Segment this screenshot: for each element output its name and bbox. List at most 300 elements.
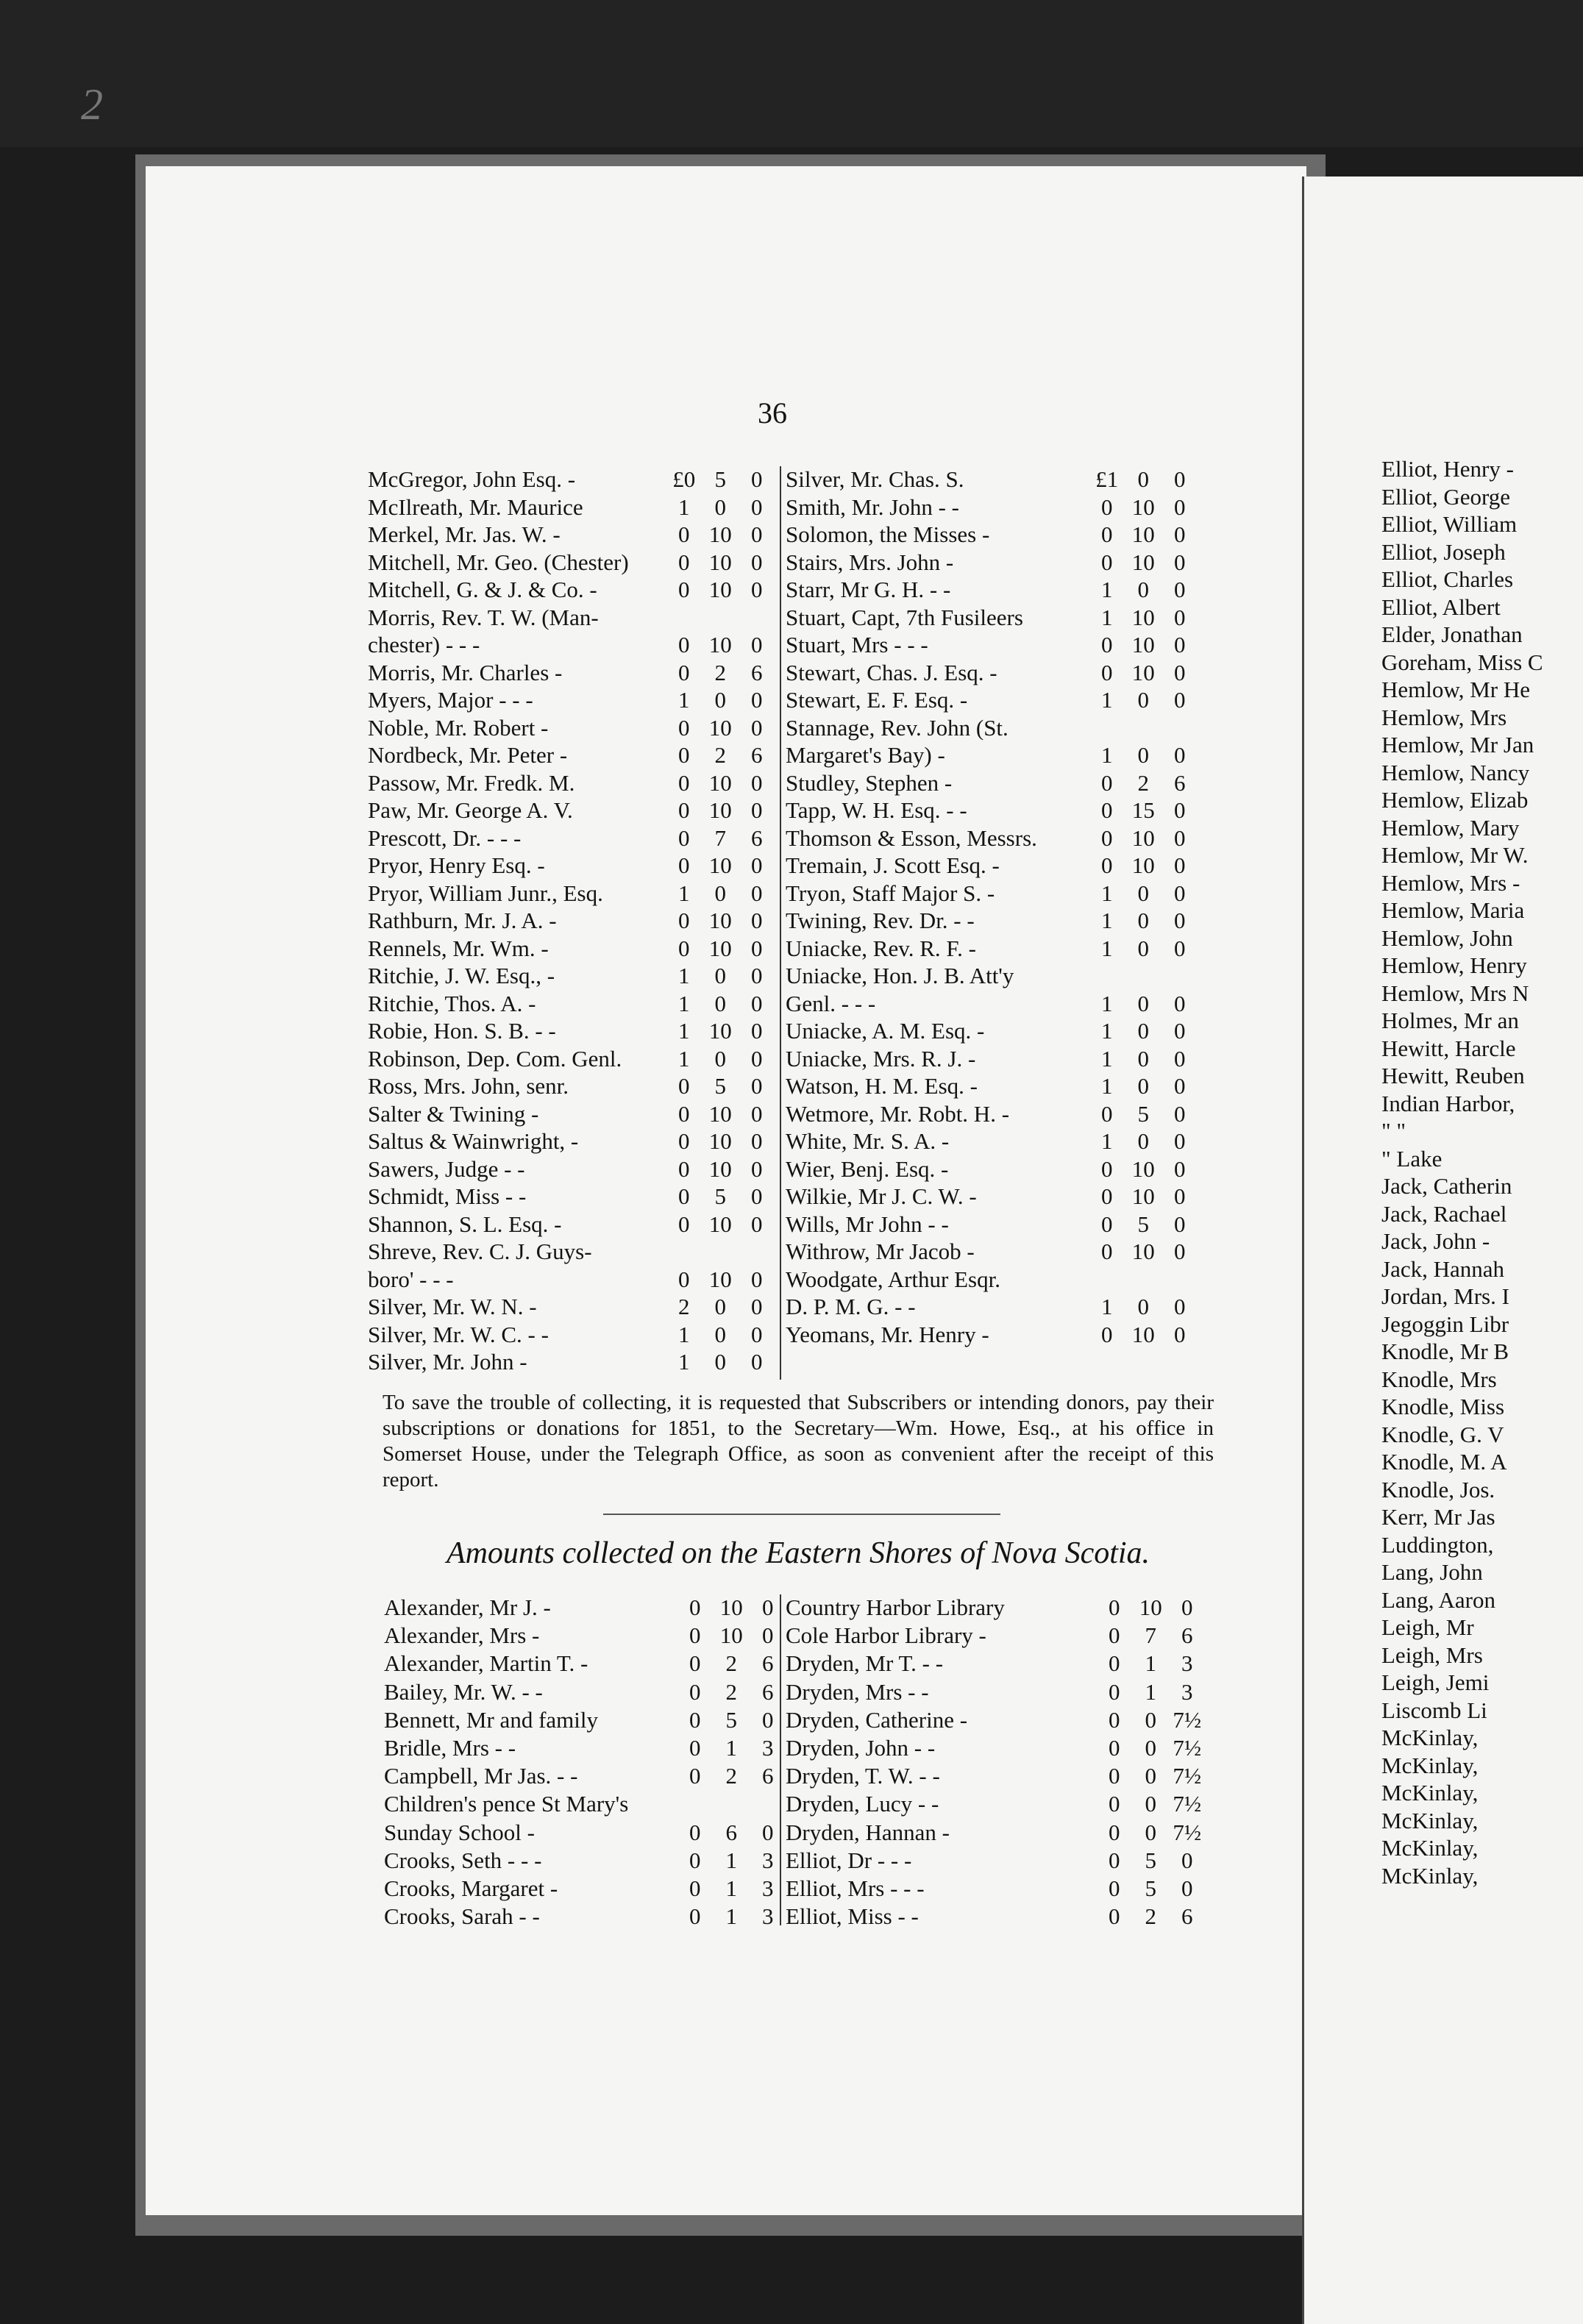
shillings: 0: [1137, 880, 1149, 906]
pounds: 0: [689, 1650, 701, 1677]
entry-name: Twining, Rev. Dr. - -: [786, 908, 975, 933]
next-page-entry: McKinlay,: [1381, 1862, 1479, 1889]
pence: 0: [751, 880, 763, 906]
next-page-entry: Kerr, Mr Jas: [1381, 1504, 1495, 1530]
pounds: 1: [1101, 935, 1113, 961]
pounds: 0: [1109, 1735, 1120, 1761]
pence: 0: [1174, 632, 1186, 657]
pence: 0: [751, 1155, 763, 1182]
pence: 0: [1174, 577, 1186, 602]
next-page-entry: " ": [1381, 1118, 1406, 1144]
entry-amount: [666, 1073, 776, 1099]
entry-name: Solomon, the Misses -: [786, 521, 990, 547]
entry-amount: [1089, 825, 1199, 852]
entry-name: Elliot, Dr - - -: [786, 1847, 912, 1873]
shillings: 5: [714, 1183, 726, 1209]
entry-name: Mitchell, Mr. Geo. (Chester): [368, 549, 629, 575]
next-page-entry: Leigh, Jemi: [1381, 1669, 1490, 1695]
pence: 0: [762, 1706, 774, 1733]
pounds: 1: [1101, 742, 1113, 768]
entry-name: Pryor, William Junr., Esq.: [368, 880, 603, 906]
pounds: 0: [678, 769, 690, 796]
pounds: 0: [1109, 1819, 1120, 1845]
pence: 0: [751, 990, 763, 1016]
pounds: 0: [689, 1763, 701, 1789]
pence: 0: [1174, 824, 1186, 851]
pounds: 1: [678, 1045, 690, 1072]
entry-name: Schmidt, Miss - -: [368, 1183, 527, 1209]
entry-name: Noble, Mr. Robert -: [368, 714, 549, 741]
shillings: 5: [1145, 1847, 1156, 1873]
pence: 0: [751, 1045, 763, 1072]
entry-amount: [1089, 742, 1199, 769]
pence: 0: [751, 1100, 763, 1127]
entry-name: Withrow, Mr Jacob -: [786, 1238, 975, 1264]
next-page-entry: Elder, Jonathan: [1381, 621, 1523, 647]
pence: 6: [751, 659, 763, 685]
pounds: 0: [678, 797, 690, 823]
entry-amount: [1096, 1819, 1206, 1846]
pounds: 0: [1101, 797, 1113, 823]
shillings: 0: [1145, 1819, 1156, 1845]
pence: 0: [751, 935, 763, 961]
next-page-entry: Goreham, Miss C: [1381, 649, 1543, 675]
entry-amount: [1089, 935, 1199, 962]
next-page-entry: Knodle, G. V: [1381, 1421, 1504, 1447]
next-page-entry: Knodle, Jos.: [1381, 1476, 1495, 1503]
entry-amount: [677, 1847, 787, 1874]
entry-name: D. P. M. G. - -: [786, 1294, 916, 1319]
pence: 0: [751, 1073, 763, 1099]
pounds: 1: [1101, 990, 1113, 1016]
pounds: 0: [678, 908, 690, 933]
shillings: 0: [1137, 990, 1149, 1016]
pounds: 1: [1101, 1018, 1113, 1044]
pounds: 0: [678, 742, 690, 768]
pounds: 0: [1101, 1183, 1113, 1209]
entry-name: Bennett, Mr and family: [384, 1706, 598, 1733]
pence: 0: [1181, 1594, 1193, 1620]
pounds: 1: [678, 687, 690, 713]
shillings: 0: [1137, 1294, 1149, 1319]
pence: 0: [751, 1266, 763, 1292]
entry-amount: [666, 549, 776, 576]
pence: 3: [762, 1875, 774, 1901]
pounds: 0: [678, 521, 690, 547]
pounds: 0: [1101, 1100, 1113, 1127]
shillings: 10: [1131, 549, 1155, 575]
pence: 0: [751, 1018, 763, 1044]
entry-amount: [666, 1183, 776, 1210]
next-page-entry: Luddington,: [1381, 1531, 1494, 1558]
pounds: 0: [689, 1735, 701, 1761]
entry-amount: [1089, 1128, 1199, 1155]
entry-name: Rennels, Mr. Wm. -: [368, 935, 549, 961]
page-number: 36: [758, 396, 787, 429]
entry-amount: [1089, 1018, 1199, 1044]
pence: 6: [751, 824, 763, 851]
entry-name: Sunday School -: [384, 1819, 535, 1845]
entry-name: Dryden, Mr T. - -: [786, 1650, 944, 1677]
entry-name: White, Mr. S. A. -: [786, 1128, 950, 1154]
entry-name: Saltus & Wainwright, -: [368, 1128, 579, 1154]
entry-amount: [666, 742, 776, 769]
pence: 0: [751, 577, 763, 602]
entry-amount: [1089, 1073, 1199, 1099]
entry-amount: [666, 1128, 776, 1155]
pounds: 2: [678, 1294, 690, 1319]
entry-name: chester) - - -: [368, 632, 480, 657]
shillings: 6: [725, 1819, 737, 1845]
entry-amount: [666, 935, 776, 962]
shillings: 10: [1139, 1594, 1162, 1620]
pence: 0: [751, 1321, 763, 1347]
pence: 0: [1174, 742, 1186, 768]
pence: 6: [751, 742, 763, 768]
entry-amount: [1096, 1903, 1206, 1930]
entry-name: Dryden, Lucy - -: [786, 1791, 939, 1817]
pounds: 0: [678, 852, 690, 878]
entry-name: Stewart, E. F. Esq. -: [786, 687, 968, 713]
pence: 0: [1174, 1045, 1186, 1072]
entry-name: boro' - - -: [368, 1266, 454, 1292]
entry-amount: [1096, 1622, 1206, 1649]
shillings: 10: [708, 714, 732, 741]
pounds: 0: [1109, 1650, 1120, 1677]
next-page-entry: Jegoggin Libr: [1381, 1311, 1509, 1337]
entry-amount: [666, 494, 776, 521]
shillings: 0: [714, 880, 726, 906]
entry-amount: [677, 1707, 787, 1733]
entry-amount: [1096, 1707, 1206, 1733]
entry-name: Tremain, J. Scott Esq. -: [786, 852, 1000, 878]
entry-amount: [666, 605, 776, 631]
pounds: 0: [1109, 1875, 1120, 1901]
pence: 6: [1181, 1903, 1193, 1930]
entry-name: Starr, Mr G. H. - -: [786, 577, 951, 602]
entry-name: Crooks, Margaret -: [384, 1875, 558, 1901]
shillings: 7: [1145, 1622, 1156, 1649]
next-page-entry: McKinlay,: [1381, 1835, 1479, 1861]
shillings: 0: [1137, 742, 1149, 768]
pounds: 0: [1101, 852, 1113, 878]
pence: 0: [1174, 549, 1186, 575]
next-page-entry: Lang, Aaron: [1381, 1586, 1495, 1613]
shillings: 15: [1131, 797, 1155, 823]
pence: 0: [1174, 990, 1186, 1016]
pounds: 1: [678, 963, 690, 988]
shillings: 0: [1137, 935, 1149, 961]
entry-name: Mitchell, G. & J. & Co. -: [368, 577, 597, 602]
entry-amount: [677, 1735, 787, 1761]
entry-name: Smith, Mr. John - -: [786, 493, 959, 520]
shillings: 1: [1145, 1678, 1156, 1705]
entry-name: Paw, Mr. George A. V.: [368, 797, 573, 823]
entry-amount: [666, 1101, 776, 1127]
next-page-entry: Holmes, Mr an: [1381, 1008, 1519, 1033]
next-page-entry: Hemlow, Mrs N: [1381, 980, 1529, 1006]
shillings: 5: [714, 1073, 726, 1099]
pounds: 0: [689, 1622, 701, 1649]
pence: 0: [1174, 687, 1186, 713]
next-page-entry: Hemlow, John: [1381, 924, 1513, 951]
entry-amount: [666, 1294, 776, 1320]
pence: 0: [751, 797, 763, 823]
pounds: 0: [1101, 824, 1113, 851]
next-page-entry: Jack, Catherin: [1381, 1173, 1512, 1199]
entry-name: Alexander, Martin T. -: [384, 1650, 588, 1677]
next-page-entry: Elliot, Henry -: [1381, 456, 1514, 482]
shillings: 0: [1145, 1706, 1156, 1733]
entry-amount: [666, 1349, 776, 1375]
next-page-entry: Hewitt, Harcle: [1381, 1035, 1516, 1061]
entry-amount: [1089, 852, 1199, 879]
entry-amount: [666, 770, 776, 796]
next-page-entry: Knodle, Miss: [1381, 1394, 1505, 1419]
pence: 0: [1174, 797, 1186, 823]
shillings: 0: [1145, 1791, 1156, 1817]
entry-amount: [666, 908, 776, 934]
entry-name: Silver, Mr. W. C. - -: [368, 1321, 549, 1347]
pounds: 0: [1101, 659, 1113, 685]
entry-amount: [666, 1211, 776, 1238]
next-page-entry: Knodle, M. A: [1381, 1449, 1507, 1475]
pence: 7½: [1173, 1819, 1202, 1845]
pounds: 0: [678, 714, 690, 741]
entry-name: Merkel, Mr. Jas. W. -: [368, 521, 561, 547]
pounds: 0: [678, 824, 690, 851]
pence: 0: [1174, 852, 1186, 878]
next-page-entry: Hemlow, Elizab: [1381, 787, 1529, 813]
pence: 0: [751, 521, 763, 547]
entry-name: Silver, Mr. Chas. S.: [786, 466, 964, 492]
pounds: 0: [678, 1211, 690, 1237]
entry-name: Cole Harbor Library -: [786, 1622, 986, 1649]
entry-name: Children's pence St Mary's: [384, 1791, 629, 1817]
pence: 0: [751, 466, 763, 492]
shillings: 0: [1137, 1128, 1149, 1154]
entry-name: Uniacke, Hon. J. B. Att'y: [786, 963, 1014, 988]
pence: 0: [751, 549, 763, 575]
pounds: 0: [1109, 1678, 1120, 1705]
shillings: 0: [1137, 577, 1149, 602]
next-page-entry: Hemlow, Mr W.: [1381, 842, 1529, 868]
shillings: 1: [725, 1735, 737, 1761]
shillings: 0: [1145, 1763, 1156, 1789]
entry-amount: [1096, 1875, 1206, 1902]
entry-amount: [1089, 991, 1199, 1017]
entry-amount: [1089, 466, 1199, 493]
entry-name: Morris, Rev. T. W. (Man-: [368, 604, 599, 630]
pence: 0: [762, 1819, 774, 1845]
entry-name: Stuart, Capt, 7th Fusileers: [786, 604, 1023, 630]
entry-amount: [1089, 632, 1199, 658]
shillings: 10: [708, 797, 732, 823]
entry-name: Woodgate, Arthur Esqr.: [786, 1266, 1000, 1292]
entry-amount: [1089, 1294, 1199, 1320]
shillings: 2: [725, 1678, 737, 1705]
next-page-entry: Jack, Hannah: [1381, 1255, 1504, 1282]
pence: 3: [762, 1735, 774, 1761]
entry-amount: [1089, 605, 1199, 631]
pence: 0: [1174, 1073, 1186, 1099]
pounds: 0: [678, 549, 690, 575]
entry-amount: [677, 1594, 787, 1621]
entry-name: Nordbeck, Mr. Peter -: [368, 742, 568, 768]
shillings: 0: [714, 990, 726, 1016]
pence: 0: [751, 852, 763, 878]
next-page-entry: Elliot, William: [1381, 511, 1518, 537]
entry-name: Bridle, Mrs - -: [384, 1735, 516, 1761]
entry-name: Stannage, Rev. John (St.: [786, 714, 1009, 741]
shillings: 0: [1137, 687, 1149, 713]
shillings: 0: [714, 1045, 726, 1072]
entry-name: Studley, Stephen -: [786, 769, 953, 796]
shillings: 10: [708, 632, 732, 657]
shillings: 10: [708, 908, 732, 933]
entry-amount: [677, 1622, 787, 1649]
shillings: 10: [1131, 1183, 1155, 1209]
entry-name: Alexander, Mr J. -: [384, 1594, 551, 1620]
pounds: 1: [1101, 1128, 1113, 1154]
pounds: 1: [1101, 1045, 1113, 1072]
pence: 0: [751, 1183, 763, 1209]
shillings: 10: [1131, 852, 1155, 878]
pounds: 0: [1109, 1847, 1120, 1873]
next-page-entry: Elliot, Joseph: [1381, 538, 1506, 565]
entry-amount: [677, 1650, 787, 1677]
pence: 7½: [1173, 1735, 1202, 1761]
shillings: 10: [1131, 1238, 1155, 1264]
shillings: 0: [1137, 908, 1149, 933]
section-heading: Amounts collected on the Eastern Shores of Nova Scotia.: [446, 1536, 1150, 1570]
shillings: 1: [725, 1903, 737, 1930]
pence: 7½: [1173, 1706, 1202, 1733]
shillings: 10: [1131, 493, 1155, 520]
pence: 0: [751, 1349, 763, 1375]
pence: 0: [762, 1622, 774, 1649]
pounds: 0: [689, 1819, 701, 1845]
pounds: 0: [689, 1847, 701, 1873]
entry-amount: [1089, 1183, 1199, 1210]
next-page-entry: McKinlay,: [1381, 1807, 1479, 1833]
entry-name: Shreve, Rev. C. J. Guys-: [368, 1238, 592, 1264]
entry-name: Uniacke, Rev. R. F. -: [786, 935, 976, 961]
entry-amount: [1089, 908, 1199, 934]
entry-name: Ross, Mrs. John, senr.: [368, 1073, 569, 1099]
entry-name: Wetmore, Mr. Robt. H. -: [786, 1100, 1010, 1127]
entry-name: Elliot, Mrs - - -: [786, 1875, 925, 1901]
entry-name: Morris, Mr. Charles -: [368, 659, 563, 685]
entry-amount: [1089, 715, 1199, 741]
shillings: 2: [725, 1650, 737, 1677]
shillings: 2: [725, 1763, 737, 1789]
entry-amount: [1089, 660, 1199, 686]
shillings: 10: [708, 549, 732, 575]
next-page-entry: " Lake: [1381, 1145, 1443, 1172]
shillings: 10: [708, 577, 732, 602]
shillings: 10: [1131, 824, 1155, 851]
pounds: 1: [1101, 1294, 1113, 1319]
entry-amount: [677, 1763, 787, 1789]
shillings: 0: [714, 963, 726, 988]
pounds: 0: [1109, 1594, 1120, 1620]
entry-name: Watson, H. M. Esq. -: [786, 1073, 978, 1099]
next-page-entry: Hemlow, Maria: [1381, 897, 1525, 923]
next-page-entry: Hemlow, Mr He: [1381, 677, 1531, 702]
pence: 0: [751, 632, 763, 657]
shillings: 0: [714, 1294, 726, 1319]
entry-name: Dryden, Hannan -: [786, 1819, 950, 1845]
pounds: 0: [678, 577, 690, 602]
entry-amount: [666, 521, 776, 548]
pounds: 0: [1101, 1321, 1113, 1347]
entry-amount: [1096, 1791, 1206, 1817]
next-page-entry: Elliot, Albert: [1381, 594, 1501, 620]
pounds: £0: [672, 466, 696, 492]
next-page-entry: Hewitt, Reuben: [1381, 1063, 1525, 1088]
shillings: 10: [708, 1128, 732, 1154]
shillings: 10: [1131, 604, 1155, 630]
next-page-entry: Indian Harbor,: [1381, 1090, 1515, 1116]
entry-name: Pryor, Henry Esq. -: [368, 852, 545, 878]
entry-name: Dryden, John - -: [786, 1735, 936, 1761]
next-page-entry: Hemlow, Nancy: [1381, 759, 1530, 785]
pounds: 1: [1101, 577, 1113, 602]
shillings: 7: [714, 824, 726, 851]
pounds: 1: [1101, 604, 1113, 630]
shillings: 0: [1137, 1018, 1149, 1044]
entry-amount: [666, 1018, 776, 1044]
pence: 6: [762, 1763, 774, 1789]
pence: 0: [1174, 1238, 1186, 1264]
entry-amount: [666, 1322, 776, 1348]
shillings: 0: [714, 1349, 726, 1375]
shillings: 2: [1137, 769, 1149, 796]
pence: 6: [762, 1678, 774, 1705]
entry-name: Elliot, Miss - -: [786, 1903, 919, 1930]
section-divider: [603, 1514, 1000, 1515]
collection-note: To save the trouble of collecting, it is requested that Subscribers or intending donors, pay their subscriptions or donations for 1851, to the Secretary—Wm. Howe, Esq., at his office in Somerset House, under the Telegraph Office, as soon as convenient after the receipt of this report.: [383, 1391, 1214, 1491]
pence: 0: [1174, 1100, 1186, 1127]
pence: 0: [751, 687, 763, 713]
pence: 0: [1174, 1211, 1186, 1237]
pounds: 0: [678, 1128, 690, 1154]
next-page-entry: Hemlow, Mr Jan: [1381, 732, 1534, 758]
pounds: 1: [678, 880, 690, 906]
shillings: 2: [714, 659, 726, 685]
pounds: 0: [1101, 1155, 1113, 1182]
entry-name: Stuart, Mrs - - -: [786, 632, 928, 657]
entry-amount: [666, 963, 776, 989]
pounds: 1: [678, 1349, 690, 1375]
pence: 0: [1174, 493, 1186, 520]
pence: 0: [751, 963, 763, 988]
entry-amount: [666, 715, 776, 741]
pounds: 0: [678, 632, 690, 657]
entry-amount: [1089, 687, 1199, 713]
pounds: 0: [1109, 1791, 1120, 1817]
pounds: 0: [678, 1155, 690, 1182]
entry-name: Uniacke, A. M. Esq. -: [786, 1018, 985, 1044]
entry-name: Margaret's Bay) -: [786, 742, 945, 768]
pence: 0: [1174, 659, 1186, 685]
entry-amount: [666, 577, 776, 603]
pence: 0: [1174, 1018, 1186, 1044]
pounds: 0: [678, 1100, 690, 1127]
background-surface: [0, 0, 1583, 147]
entry-amount: [677, 1819, 787, 1846]
